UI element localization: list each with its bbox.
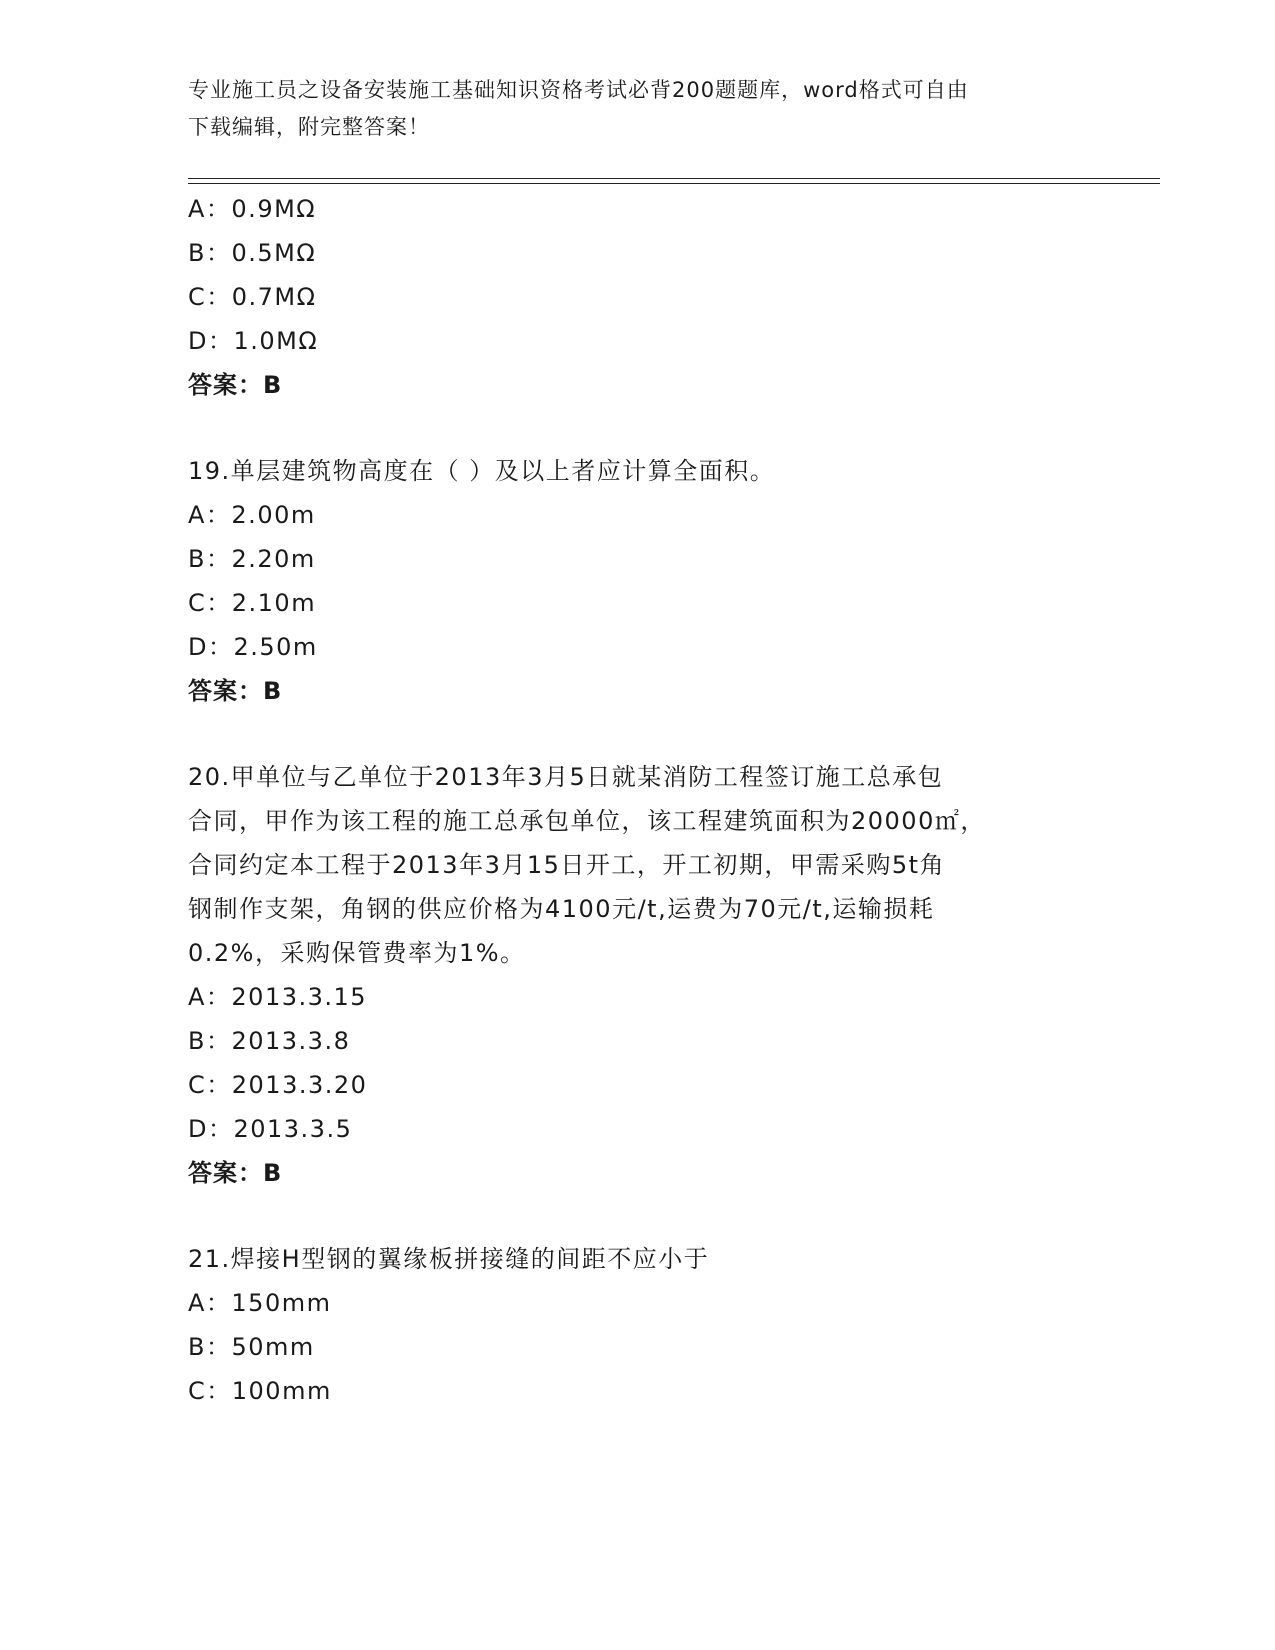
q20-question-line-1: 20.甲单位与乙单位于2013年3月5日就某消防工程签订施工总承包 (188, 763, 944, 791)
q18-option-d: D：1.0MΩ (188, 327, 319, 355)
q20-question-line-4: 钢制作支架，角钢的供应价格为4100元/t,运费为70元/t,运输损耗 (188, 895, 935, 923)
q20-question-line-5: 0.2%，采购保管费率为1%。 (188, 939, 526, 967)
q18-option-b: B：0.5MΩ (188, 239, 317, 267)
q19-question: 19.单层建筑物高度在（ ）及以上者应计算全面积。 (188, 457, 776, 485)
q18-answer: 答案：B (188, 371, 283, 399)
q19-option-a: A：2.00m (188, 501, 316, 529)
q19-answer: 答案：B (188, 677, 283, 705)
q21-question: 21.焊接H型钢的翼缘板拼接缝的间距不应小于 (188, 1245, 710, 1273)
q19-option-b: B：2.20m (188, 545, 316, 573)
q19-option-c: C：2.10m (188, 589, 317, 617)
header-line-2: 下载编辑，附完整答案！ (188, 115, 430, 139)
q21-option-a: A：150mm (188, 1289, 332, 1317)
q19-option-d: D：2.50m (188, 633, 318, 661)
q20-option-c: C：2013.3.20 (188, 1071, 368, 1099)
document-header (188, 72, 1088, 146)
q18-option-a: A：0.9MΩ (188, 195, 317, 223)
q20-option-b: B：2013.3.8 (188, 1027, 351, 1055)
header-divider-top (188, 178, 1160, 179)
header-divider-bottom (188, 183, 1160, 184)
q21-option-c: C：100mm (188, 1377, 332, 1405)
header-line-1: 专业施工员之设备安装施工基础知识资格考试必背200题题库，word格式可自由 (188, 78, 969, 102)
q20-question-line-3: 合同约定本工程于2013年3月15日开工，开工初期，甲需采购5t角 (188, 851, 946, 879)
q20-answer: 答案：B (188, 1159, 283, 1187)
q20-option-d: D：2013.3.5 (188, 1115, 353, 1143)
q21-option-b: B：50mm (188, 1333, 315, 1361)
q20-question-line-2: 合同，甲作为该工程的施工总承包单位，该工程建筑面积为20000㎡， (188, 807, 986, 835)
q18-option-c: C：0.7MΩ (188, 283, 317, 311)
q20-option-a: A：2013.3.15 (188, 983, 368, 1011)
